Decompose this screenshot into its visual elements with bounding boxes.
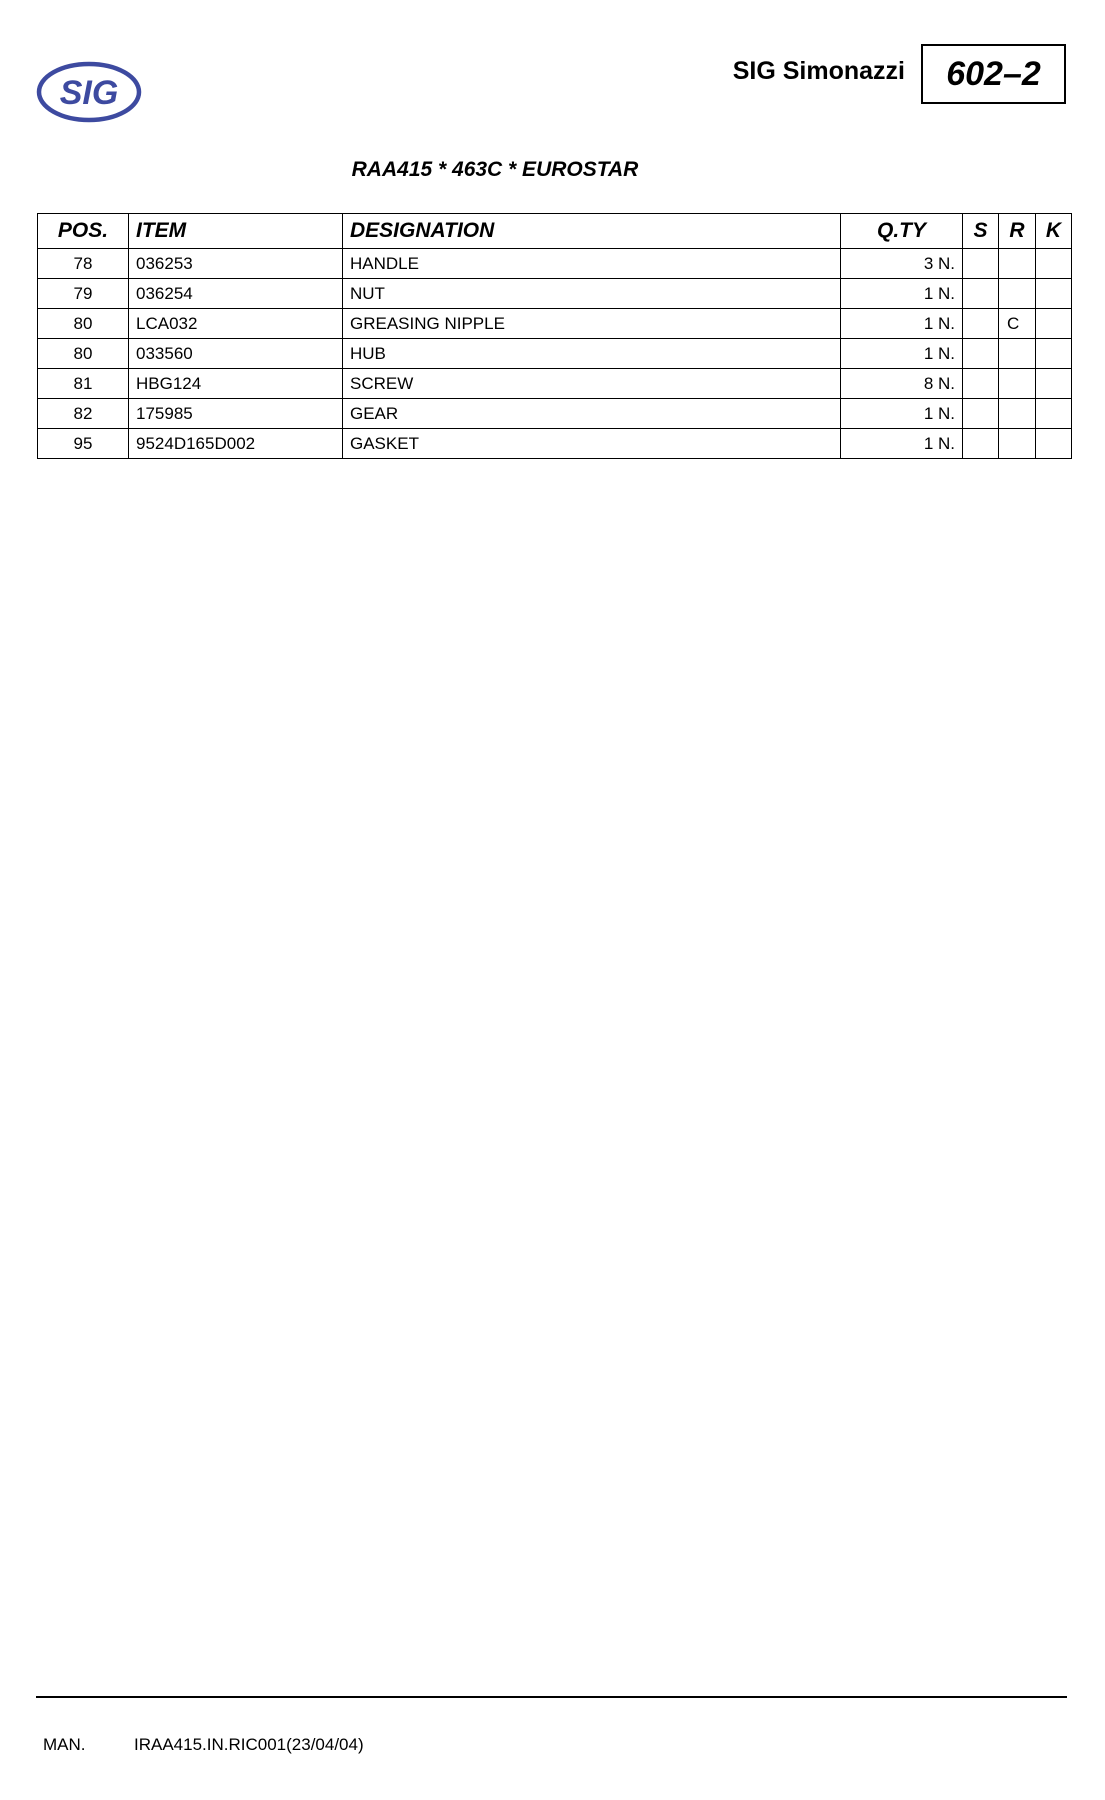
- cell-pos: 78: [38, 249, 129, 279]
- cell-r: [999, 429, 1036, 459]
- cell-item: 175985: [129, 399, 343, 429]
- cell-s: [963, 339, 999, 369]
- cell-designation: NUT: [343, 279, 841, 309]
- table-row: [38, 279, 1072, 309]
- cell-pos: 79: [38, 279, 129, 309]
- header-qty: Q.TY: [841, 214, 963, 249]
- cell-s: [963, 309, 999, 339]
- cell-qty: 1 N.: [841, 429, 963, 459]
- parts-table: [37, 213, 1072, 459]
- footer-divider: [36, 1696, 1067, 1698]
- document-title: RAA415 * 463C * EUROSTAR: [351, 158, 639, 181]
- cell-item: HBG124: [129, 369, 343, 399]
- cell-r: C: [999, 309, 1036, 339]
- page-number: 602–2: [946, 54, 1041, 93]
- cell-pos: 95: [38, 429, 129, 459]
- table-row: [38, 429, 1072, 459]
- page-number-box: [921, 44, 1066, 104]
- table-header-row: [38, 214, 1072, 249]
- cell-qty: 1 N.: [841, 399, 963, 429]
- header-designation: DESIGNATION: [343, 214, 841, 249]
- cell-pos: 80: [38, 309, 129, 339]
- brand-name: SIG Simonazzi: [732, 57, 905, 85]
- cell-s: [963, 429, 999, 459]
- footer-reference: IRAA415.IN.RIC001(23/04/04): [134, 1735, 364, 1754]
- header-item: ITEM: [129, 214, 343, 249]
- sig-logo: [36, 60, 142, 124]
- cell-r: [999, 399, 1036, 429]
- logo-text: SIG: [59, 74, 119, 112]
- header-pos: POS.: [38, 214, 129, 249]
- cell-s: [963, 279, 999, 309]
- cell-pos: 82: [38, 399, 129, 429]
- header-s: S: [963, 214, 999, 249]
- cell-pos: 81: [38, 369, 129, 399]
- cell-k: [1036, 429, 1072, 459]
- cell-k: [1036, 339, 1072, 369]
- cell-qty: 3 N.: [841, 249, 963, 279]
- cell-designation: GREASING NIPPLE: [343, 309, 841, 339]
- cell-designation: HUB: [343, 339, 841, 369]
- cell-r: [999, 369, 1036, 399]
- cell-designation: GEAR: [343, 399, 841, 429]
- cell-pos: 80: [38, 339, 129, 369]
- table-row: [38, 249, 1072, 279]
- cell-qty: 1 N.: [841, 339, 963, 369]
- table-row: [38, 339, 1072, 369]
- cell-designation: GASKET: [343, 429, 841, 459]
- cell-s: [963, 399, 999, 429]
- cell-s: [963, 369, 999, 399]
- cell-item: 036253: [129, 249, 343, 279]
- cell-r: [999, 279, 1036, 309]
- cell-k: [1036, 249, 1072, 279]
- cell-qty: 8 N.: [841, 369, 963, 399]
- cell-designation: HANDLE: [343, 249, 841, 279]
- cell-item: 036254: [129, 279, 343, 309]
- cell-designation: SCREW: [343, 369, 841, 399]
- footer-man-label: MAN.: [43, 1735, 86, 1754]
- cell-k: [1036, 399, 1072, 429]
- header-k: K: [1036, 214, 1072, 249]
- cell-item: LCA032: [129, 309, 343, 339]
- cell-qty: 1 N.: [841, 309, 963, 339]
- header-r: R: [999, 214, 1036, 249]
- cell-item: 033560: [129, 339, 343, 369]
- table-row: [38, 309, 1072, 339]
- cell-item: 9524D165D002: [129, 429, 343, 459]
- cell-k: [1036, 309, 1072, 339]
- table-row: [38, 369, 1072, 399]
- cell-r: [999, 249, 1036, 279]
- cell-s: [963, 249, 999, 279]
- cell-r: [999, 339, 1036, 369]
- cell-k: [1036, 279, 1072, 309]
- cell-qty: 1 N.: [841, 279, 963, 309]
- table-row: [38, 399, 1072, 429]
- cell-k: [1036, 369, 1072, 399]
